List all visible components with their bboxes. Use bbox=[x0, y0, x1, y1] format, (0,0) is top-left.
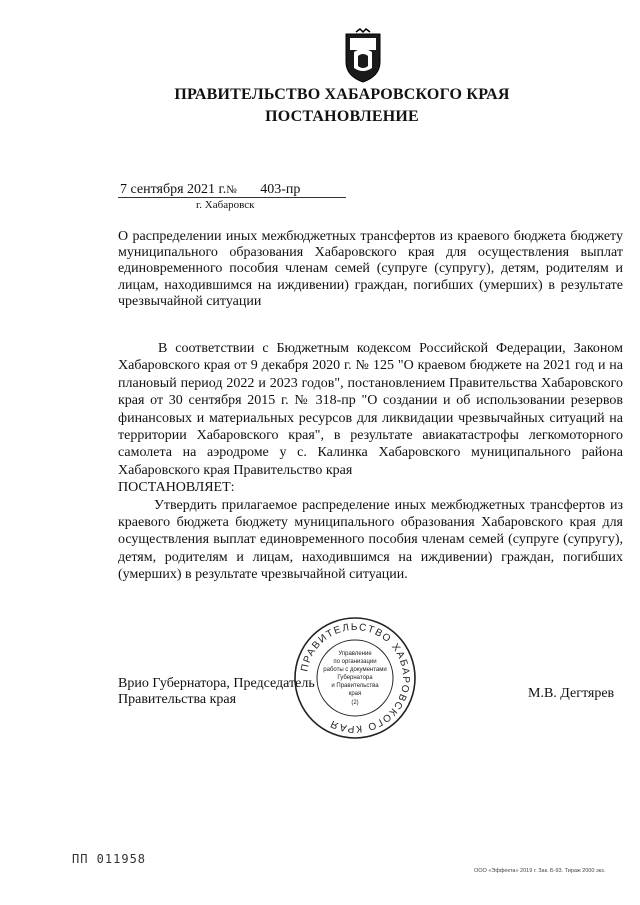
decree-word: ПОСТАНОВЛЯЕТ: bbox=[118, 480, 235, 496]
document-body bbox=[118, 340, 623, 584]
form-serial-number: ПП 011958 bbox=[72, 852, 147, 866]
number-label: № bbox=[226, 184, 237, 196]
document-number: 403-пр bbox=[260, 182, 301, 197]
government-title: ПРАВИТЕЛЬСТВО ХАБАРОВСКОГО КРАЯ bbox=[174, 86, 510, 103]
city-name: г. Хабаровск bbox=[196, 199, 255, 211]
stamp-line: и Правительства bbox=[331, 683, 379, 689]
signatory-position bbox=[118, 676, 315, 708]
stamp-line: Управление bbox=[338, 651, 372, 657]
position-line-1: Врио Губернатора, Председатель bbox=[118, 676, 315, 691]
document-subject: О распределении иных межбюджетных трансфертов из краевого бюджета бюджету муниципального образования Хабаровского края для осуществления выплат единовременного пособия членам семей (супруге (супругу), детям, родителям и лицам, находившимся на иждивении) граждан, погибших (умерших) в результате чрезвычайной ситуации bbox=[118, 229, 623, 309]
position-line-2: Правительства края bbox=[118, 692, 237, 707]
preamble-paragraph: В соответствии с Бюджетным кодексом Российской Федерации, Законом Хабаровского края от 9 декабря 2020 г. № 125 "О краевом бюджете на 2021 год и на плановый период 2022 и 2023 годов", постановлением Правительства Хабаровского края от 30 сентября 2015 г. № 318-пр "О создании и об использовании резервов финансовых и материальных ресурсов для ликвидации чрезвычайных ситуаций на территории Хабаровского края", в результате авиакатастрофы легкомоторного самолета на аэродроме у с. Калинка Хабаровского муниципального района Хабаровского края Правительство края bbox=[118, 341, 623, 478]
date-underline bbox=[118, 197, 346, 198]
stamp-line: по организации bbox=[333, 659, 377, 665]
stamp-line: Губернатора bbox=[337, 675, 373, 681]
stamp-line: работы с документами bbox=[323, 667, 387, 673]
printer-imprint: ООО «Эффекта» 2019 г. Зак. Б-93. Тираж 2000 экз. bbox=[474, 868, 606, 874]
coat-of-arms-emblem bbox=[342, 28, 384, 84]
official-stamp bbox=[292, 615, 418, 741]
clause-paragraph: Утвердить прилагаемое распределение иных межбюджетных трансфертов из краевого бюджета бюджету муниципального образования Хабаровского края для осуществления выплат единовременного пособия членам семей (супруге (супругу), детям, родителям и лицам, находившимся на иждивении) граждан, погибших (умерших) в результате чрезвычайной ситуации. bbox=[118, 497, 623, 583]
date-number-line bbox=[120, 182, 300, 198]
stamp-ring-text: ПРАВИТЕЛЬСТВО ХАБАРОВСКОГО КРАЯ bbox=[299, 621, 412, 735]
stamp-line: (2) bbox=[351, 700, 359, 706]
document-type-title: ПОСТАНОВЛЕНИЕ bbox=[265, 108, 419, 125]
signatory-name: М.В. Дегтярев bbox=[528, 686, 615, 701]
document-date: 7 сентября 2021 г. bbox=[120, 182, 227, 197]
stamp-line: края bbox=[348, 691, 362, 697]
